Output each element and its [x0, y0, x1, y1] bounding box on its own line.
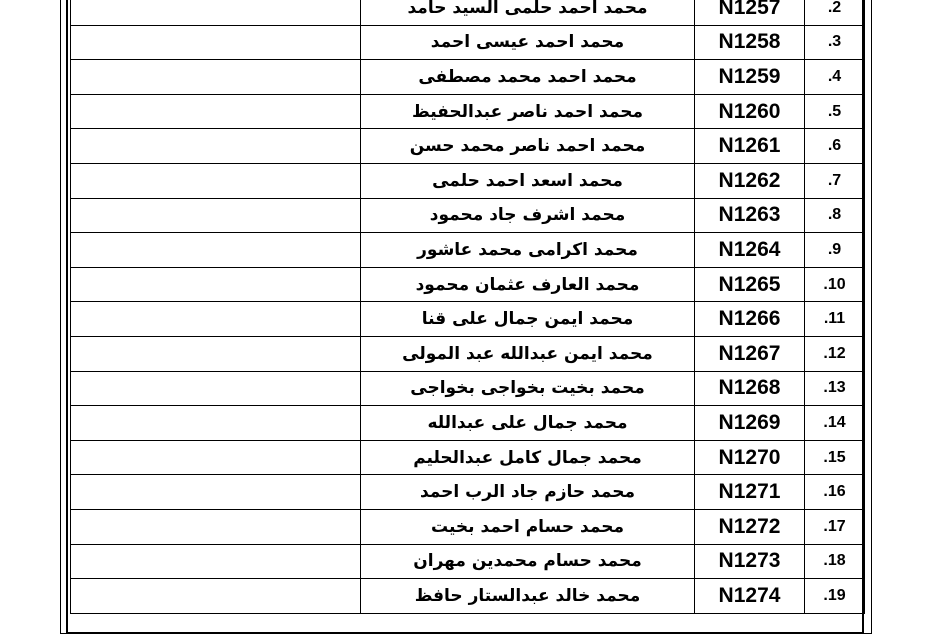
row-number-cell: .4: [805, 60, 865, 95]
student-name-cell: محمد ايمن جمال على قنا: [361, 302, 695, 337]
student-code-cell: N1273: [695, 544, 805, 579]
table-row: [71, 371, 865, 406]
student-code-cell: N1272: [695, 509, 805, 544]
blank-cell: [71, 163, 361, 198]
table-row: [71, 440, 865, 475]
student-name-cell: محمد اشرف جاد محمود: [361, 198, 695, 233]
row-number-cell: .5: [805, 94, 865, 129]
student-name-cell: محمد حسام احمد بخيت: [361, 509, 695, 544]
row-number-cell: .17: [805, 509, 865, 544]
student-code-cell: N1271: [695, 475, 805, 510]
blank-cell: [71, 336, 361, 371]
blank-cell: [71, 233, 361, 268]
student-code-cell: N1270: [695, 440, 805, 475]
table-row: [71, 129, 865, 164]
table-row: [71, 198, 865, 233]
student-name-cell: محمد احمد محمد مصطفى: [361, 60, 695, 95]
table-row: [71, 336, 865, 371]
student-name-cell: محمد العارف عثمان محمود: [361, 267, 695, 302]
blank-cell: [71, 60, 361, 95]
student-name-cell: محمد احمد ناصر عبدالحفيظ: [361, 94, 695, 129]
row-number-cell: .8: [805, 198, 865, 233]
blank-cell: [71, 302, 361, 337]
table-row: [71, 544, 865, 579]
student-code-cell: N1274: [695, 579, 805, 614]
table-row: [71, 579, 865, 614]
student-code-cell: N1268: [695, 371, 805, 406]
row-number-cell: .16: [805, 475, 865, 510]
student-code-cell: N1259: [695, 60, 805, 95]
student-code-cell: N1264: [695, 233, 805, 268]
student-code-cell: N1266: [695, 302, 805, 337]
row-number-cell: .2: [805, 0, 865, 25]
row-number-cell: .13: [805, 371, 865, 406]
blank-cell: [71, 198, 361, 233]
row-number-cell: .11: [805, 302, 865, 337]
row-number-cell: .19: [805, 579, 865, 614]
blank-cell: [71, 371, 361, 406]
student-name-cell: محمد اسعد احمد حلمى: [361, 163, 695, 198]
student-name-cell: محمد جمال كامل عبدالحليم: [361, 440, 695, 475]
table-row: [71, 25, 865, 60]
student-code-cell: N1267: [695, 336, 805, 371]
student-name-cell: محمد احمد عيسى احمد: [361, 25, 695, 60]
blank-cell: [71, 475, 361, 510]
blank-cell: [71, 94, 361, 129]
row-number-cell: .12: [805, 336, 865, 371]
blank-cell: [71, 406, 361, 441]
student-code-cell: N1265: [695, 267, 805, 302]
student-name-cell: محمد اكرامى محمد عاشور: [361, 233, 695, 268]
student-roster-table: [70, 0, 865, 614]
roster-body: [71, 0, 865, 613]
student-code-cell: N1260: [695, 94, 805, 129]
row-number-cell: .9: [805, 233, 865, 268]
blank-cell: [71, 544, 361, 579]
blank-cell: [71, 440, 361, 475]
student-name-cell: محمد جمال على عبدالله: [361, 406, 695, 441]
table-row: [71, 233, 865, 268]
row-number-cell: .15: [805, 440, 865, 475]
table-row: [71, 60, 865, 95]
table-row: [71, 475, 865, 510]
student-name-cell: محمد بخيت بخواجى بخواجى: [361, 371, 695, 406]
table-row: [71, 302, 865, 337]
row-number-cell: .18: [805, 544, 865, 579]
table-row: [71, 94, 865, 129]
table-row: [71, 509, 865, 544]
row-number-cell: .6: [805, 129, 865, 164]
row-number-cell: .3: [805, 25, 865, 60]
student-code-cell: N1262: [695, 163, 805, 198]
student-name-cell: محمد احمد ناصر محمد حسن: [361, 129, 695, 164]
table-row: [71, 0, 865, 25]
student-name-cell: محمد ايمن عبدالله عبد المولى: [361, 336, 695, 371]
table-row: [71, 267, 865, 302]
row-number-cell: .10: [805, 267, 865, 302]
row-number-cell: .14: [805, 406, 865, 441]
blank-cell: [71, 509, 361, 544]
student-code-cell: N1263: [695, 198, 805, 233]
student-name-cell: محمد حسام محمدين مهران: [361, 544, 695, 579]
table-row: [71, 163, 865, 198]
blank-cell: [71, 129, 361, 164]
blank-cell: [71, 0, 361, 25]
table-row: [71, 406, 865, 441]
student-code-cell: N1258: [695, 25, 805, 60]
student-code-cell: N1257: [695, 0, 805, 25]
blank-cell: [71, 25, 361, 60]
student-name-cell: محمد خالد عبدالستار حافظ: [361, 579, 695, 614]
row-number-cell: .7: [805, 163, 865, 198]
blank-cell: [71, 579, 361, 614]
student-code-cell: N1269: [695, 406, 805, 441]
student-name-cell: محمد احمد حلمى السيد حامد: [361, 0, 695, 25]
blank-cell: [71, 267, 361, 302]
student-name-cell: محمد حازم جاد الرب احمد: [361, 475, 695, 510]
student-code-cell: N1261: [695, 129, 805, 164]
